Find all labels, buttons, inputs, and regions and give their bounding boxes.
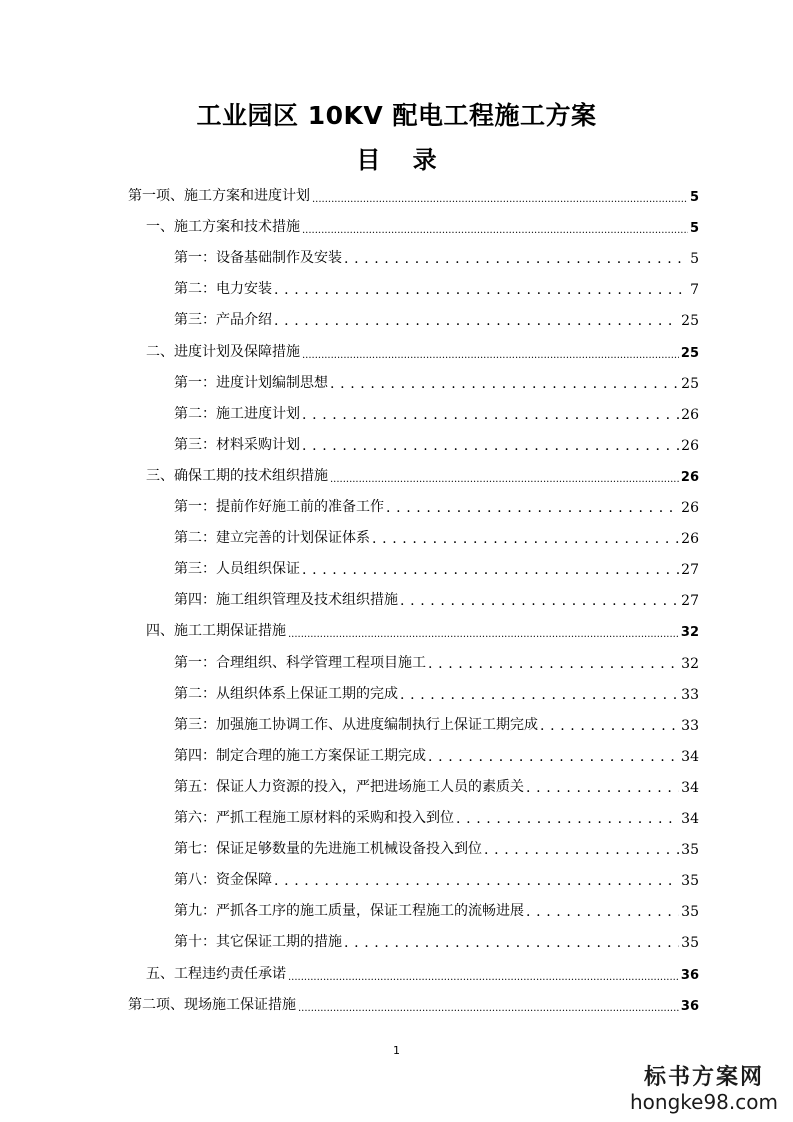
toc-dot-leader: [288, 624, 679, 640]
toc-dot-leader: [274, 873, 679, 889]
toc-entry-page: 26: [681, 531, 699, 548]
toc-entry-label: 第三：加强施工协调工作、从进度编制执行上保证工期完成: [174, 716, 538, 733]
watermark-url: hongke98.com: [630, 1090, 778, 1114]
toc-entry-page: 26: [681, 437, 699, 454]
toc-dot-leader: [526, 904, 679, 920]
toc-entry[interactable]: [174, 805, 699, 827]
document-title: 工业园区 10KV 配电工程施工方案: [196, 101, 597, 130]
page-number: 1: [393, 1044, 400, 1057]
toc-entry[interactable]: [174, 650, 699, 672]
toc-entry-page: 33: [681, 717, 699, 734]
toc-entry-page: 34: [681, 779, 699, 796]
toc-entry[interactable]: [174, 556, 699, 578]
toc-dot-leader: [288, 967, 679, 983]
toc-entry-page: 36: [680, 998, 699, 1014]
toc-entry-label: 第一：设备基础制作及安装: [174, 250, 342, 267]
toc-dot-leader: [386, 500, 679, 516]
toc-dot-leader: [302, 345, 679, 361]
toc-dot-leader: [344, 935, 679, 951]
toc-dot-leader: [330, 469, 679, 485]
toc-dot-leader: [274, 313, 679, 329]
toc-entry-page: 35: [681, 873, 699, 890]
toc-entry-page: 36: [680, 967, 699, 983]
toc-entry[interactable]: [174, 587, 699, 609]
toc-entry[interactable]: [174, 245, 699, 267]
toc-dot-leader: [298, 998, 679, 1014]
toc-entry[interactable]: [174, 774, 699, 796]
toc-dot-leader: [456, 811, 679, 827]
toc-dot-leader: [312, 189, 688, 205]
toc-entry-label: 三、确保工期的技术组织措施: [146, 467, 328, 484]
toc-entry[interactable]: [174, 743, 699, 765]
toc-dot-leader: [540, 718, 679, 734]
toc-dot-leader: [428, 656, 679, 672]
toc-entry[interactable]: [174, 525, 699, 547]
toc-dot-leader: [484, 842, 679, 858]
toc-entry-label: 第二：施工进度计划: [174, 405, 300, 422]
toc-entry-page: 5: [690, 251, 699, 268]
toc-entry-page: 35: [681, 904, 699, 921]
toc-entry-label: 第二项、现场施工保证措施: [128, 996, 296, 1013]
toc-dot-leader: [372, 531, 679, 547]
toc-entry-page: 25: [680, 345, 699, 361]
toc-entry[interactable]: [174, 867, 699, 889]
toc-entry-label: 第三：人员组织保证: [174, 561, 300, 578]
toc-entry-label: 第三：材料采购计划: [174, 436, 300, 453]
toc-entry-page: 7: [690, 282, 699, 299]
toc-entry-label: 第六：严抓工程施工原材料的采购和投入到位: [174, 810, 454, 826]
toc-entry-page: 5: [689, 221, 699, 237]
toc-entry-label: 第二：电力安装: [174, 281, 272, 298]
toc-entry[interactable]: [128, 992, 699, 1014]
toc-entry[interactable]: [146, 214, 699, 236]
toc-dot-leader: [400, 687, 679, 703]
toc-entry-page: 26: [681, 500, 699, 516]
watermark: [629, 1064, 779, 1114]
toc-entry-label: 第三：产品介绍: [174, 312, 272, 329]
toc-dot-leader: [526, 780, 679, 796]
toc-entry-page: 25: [681, 313, 699, 330]
toc-entry-label: 一、施工方案和技术措施: [146, 219, 300, 236]
toc-entry[interactable]: [174, 307, 699, 329]
toc-entry-label: 第二：建立完善的计划保证体系: [174, 530, 370, 547]
toc-entry-label: 四、施工工期保证措施: [146, 623, 286, 640]
toc-entry-label: 第一项、施工方案和进度计划: [128, 188, 310, 204]
toc-entry-page: 32: [681, 655, 699, 672]
toc-entry[interactable]: [174, 836, 699, 858]
toc-entry-label: 二、进度计划及保障措施: [146, 343, 300, 360]
toc-entry[interactable]: [128, 183, 699, 205]
toc-entry-label: 第八：资金保障: [174, 872, 272, 889]
toc-entry-label: 第二：从组织体系上保证工期的完成: [174, 685, 398, 702]
toc-entry-label: 第一：合理组织、科学管理工程项目施工: [174, 654, 426, 671]
toc-entry-page: 27: [681, 593, 699, 610]
toc-entry-page: 35: [681, 842, 699, 859]
toc-dot-leader: [302, 438, 679, 454]
toc-entry-label: 第五：保证人力资源的投入，严把进场施工人员的素质关: [174, 778, 524, 795]
toc-entry-page: 27: [681, 562, 699, 579]
toc-entry[interactable]: [174, 712, 699, 734]
toc-entry[interactable]: [146, 463, 699, 485]
toc-entry[interactable]: [174, 681, 699, 703]
toc-entry-page: 34: [681, 811, 699, 827]
toc-dot-leader: [302, 407, 679, 423]
toc-dot-leader: [428, 749, 679, 765]
toc-entry-label: 第四：施工组织管理及技术组织措施: [174, 592, 398, 609]
toc-entry[interactable]: [174, 370, 699, 392]
toc-entry[interactable]: [174, 898, 699, 920]
toc-entry-page: 26: [680, 469, 699, 485]
toc-entry[interactable]: [174, 401, 699, 423]
toc-dot-leader: [274, 282, 688, 298]
toc-entry-label: 五、工程违约责任承诺: [146, 965, 286, 982]
toc-entry-label: 第九：严抓各工序的施工质量，保证工程施工的流畅进展: [174, 903, 524, 920]
toc-entry-label: 第七：保证足够数量的先进施工机械设备投入到位: [174, 841, 482, 858]
toc-entry[interactable]: [174, 276, 699, 298]
watermark-text: 标书方案网: [643, 1064, 764, 1090]
toc-entry-label: 第四：制定合理的施工方案保证工期完成: [174, 747, 426, 764]
toc-dot-leader: [330, 376, 679, 392]
toc-entry[interactable]: [146, 961, 699, 983]
toc-entry-label: 第一：提前作好施工前的准备工作: [174, 499, 384, 515]
toc-entry-page: 25: [681, 375, 699, 392]
toc-entry[interactable]: [174, 432, 699, 454]
toc-entry-page: 35: [681, 935, 699, 952]
toc-dot-leader: [400, 593, 679, 609]
toc-entry[interactable]: [174, 929, 699, 951]
toc-entry-page: 33: [681, 686, 699, 703]
toc-entry-page: 26: [681, 406, 699, 423]
toc-entry[interactable]: [174, 494, 699, 516]
toc-entry-label: 第一：进度计划编制思想: [174, 374, 328, 391]
toc-heading: 目 录: [356, 146, 449, 174]
toc-entry-page: 34: [681, 748, 699, 765]
toc-dot-leader: [302, 562, 679, 578]
toc-entry-page: 32: [680, 625, 699, 641]
toc-dot-leader: [344, 251, 688, 267]
toc-entry[interactable]: [146, 339, 699, 361]
toc-entry[interactable]: [146, 618, 699, 640]
toc-dot-leader: [302, 220, 688, 236]
toc-entry-label: 第十：其它保证工期的措施: [174, 934, 342, 951]
toc-entry-page: 5: [689, 190, 699, 205]
